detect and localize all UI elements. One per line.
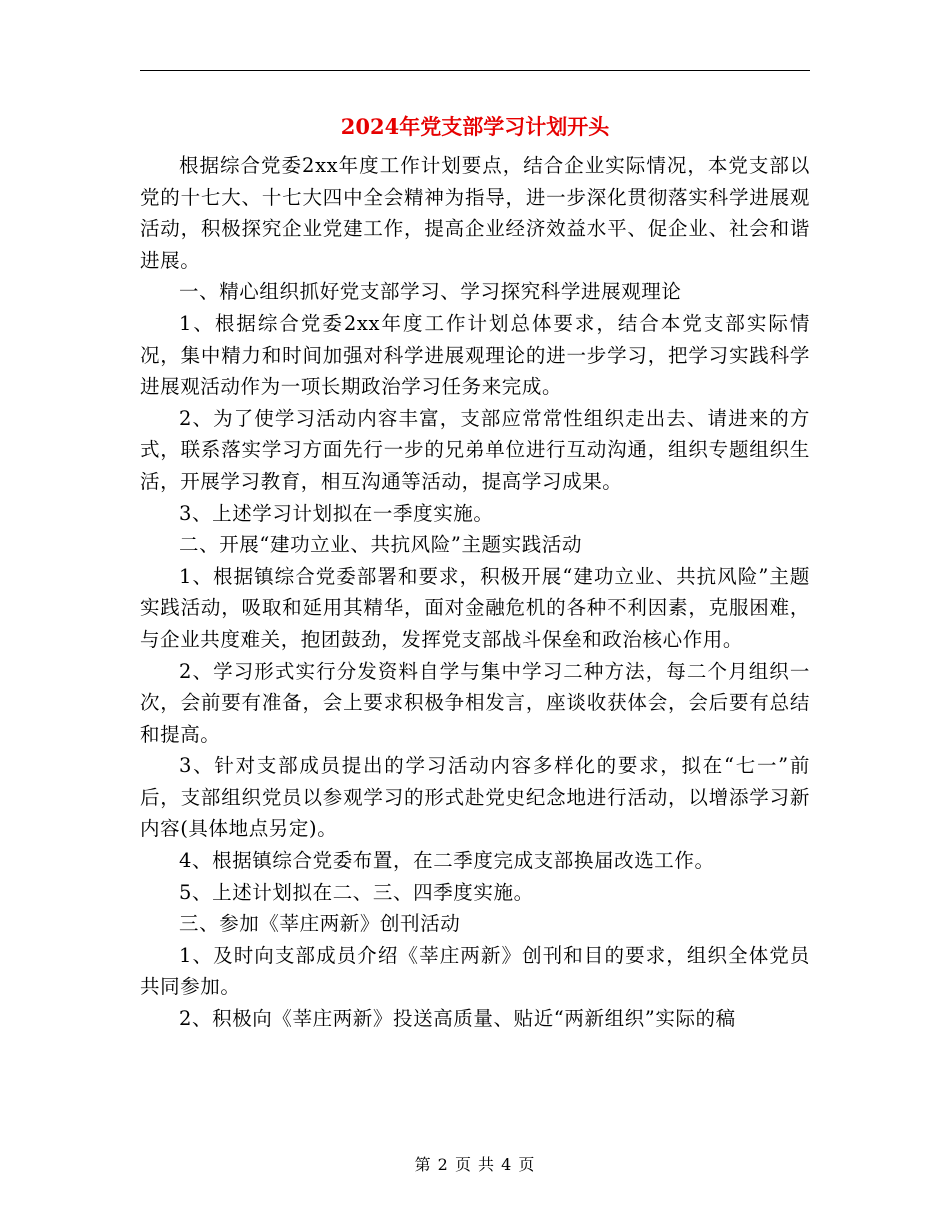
header-rule: [140, 70, 810, 71]
paragraph-item: 1、及时向支部成员介绍《莘庄两新》创刊和目的要求，组织全体党员共同参加。: [140, 943, 810, 999]
paragraph-item: 1、根据综合党委2xx年度工作计划总体要求，结合本党支部实际情况，集中精力和时间加强对科学进展观理论的进一步学习，把学习实践科学进展观活动作为一项长期政治学习任务来完成。: [140, 311, 810, 399]
paragraph-item: 2、学习形式实行分发资料自学与集中学习二种方法，每二个月组织一次，会前要有准备，会上要求积极争相发言，座谈收获体会，会后要有总结和提高。: [140, 659, 810, 746]
paragraph-item: 5、上述计划拟在二、三、四季度实施。: [179, 880, 534, 904]
paragraph-item: 2、积极向《莘庄两新》投送高质量、贴近“两新组织”实际的稿: [179, 1007, 736, 1031]
section-heading-1: 一、精心组织抓好党支部学习、学习探究科学进展观理论: [179, 280, 682, 304]
paragraph-intro: 根据综合党委2xx年度工作计划要点，结合企业实际情况，本党支部以党的十七大、十七大四中全会精神为指导，进一步深化贯彻落实科学进展观活动，积极探究企业党建工作，提高企业经济效益水平、促企业、社会和谐进展。: [140, 154, 810, 272]
document-title: 2024年党支部学习计划开头: [340, 114, 610, 139]
page-number: 第 2 页 共 4 页: [414, 1155, 536, 1174]
paragraph-item: 3、针对支部成员提出的学习活动内容多样化的要求，拟在“七一”前后，支部组织党员以参观学习的形式赴党史纪念地进行活动，以增添学习新内容(具体地点另定)。: [140, 754, 810, 841]
section-heading-3: 三、参加《莘庄两新》创刊活动: [179, 912, 461, 936]
paragraph-item: 1、根据镇综合党委部署和要求，积极开展“建功立业、共抗风险”主题实践活动，吸取和延用其精华，面对金融危机的各种不利因素，克服困难，与企业共度难关，抱团鼓劲，发挥党支部战斗保垒和政治核心作用。: [140, 564, 810, 651]
section-heading-2: 二、开展“建功立业、共抗风险”主题实践活动: [179, 533, 583, 557]
paragraph-item: 2、为了使学习活动内容丰富，支部应常常性组织走出去、请进来的方式，联系落实学习方面先行一步的兄弟单位进行互动沟通，组织专题组织生活，开展学习教育，相互沟通等活动，提高学习成果。: [140, 406, 810, 493]
document-body: [140, 150, 810, 1035]
paragraph-item: 4、根据镇综合党委布置，在二季度完成支部换届改选工作。: [179, 849, 715, 873]
paragraph-item: 3、上述学习计划拟在一季度实施。: [179, 501, 494, 525]
